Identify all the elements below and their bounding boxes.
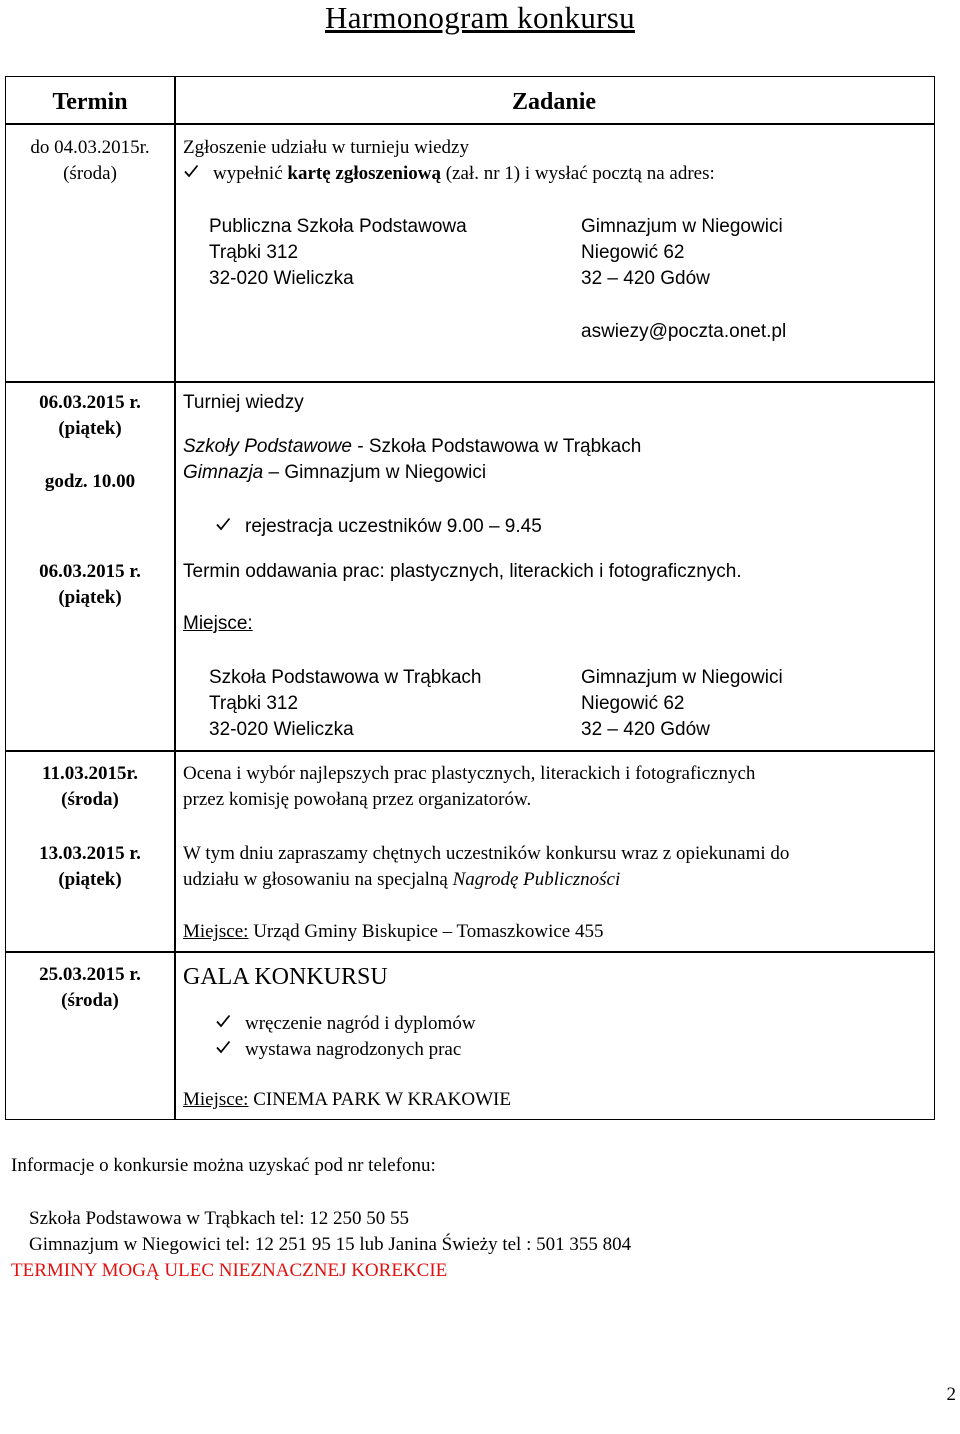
row1-addr-left-3: 32-020 Wieliczka bbox=[209, 268, 354, 289]
row2-line-sp bbox=[183, 434, 641, 460]
row1-email: aswiezy@poczta.onet.pl bbox=[581, 321, 787, 342]
row3-addr-right-3: 32 – 420 Gdów bbox=[581, 719, 710, 740]
row5-check2 bbox=[215, 1037, 461, 1063]
checkmark-icon bbox=[215, 514, 245, 540]
row5-day: (środa) bbox=[61, 990, 119, 1011]
row2-gim-label: Gimnazja bbox=[183, 462, 264, 483]
row4-place-label: Miejsce: bbox=[183, 921, 249, 942]
row3-place-label: Miejsce: bbox=[183, 613, 253, 634]
checkmark-icon bbox=[215, 1011, 245, 1037]
row3-date: 06.03.2015 r. bbox=[39, 561, 141, 582]
row4-date2: 13.03.2015 r. bbox=[39, 843, 141, 864]
row2-date: 06.03.2015 r. bbox=[39, 392, 141, 413]
row1-line1: Zgłoszenie udziału w turnieju wiedzy bbox=[183, 137, 469, 158]
row2-sp-label: Szkoły Podstawowe bbox=[183, 436, 352, 457]
row3-addr-right-2: Niegowić 62 bbox=[581, 693, 685, 714]
checkmark-icon bbox=[183, 161, 213, 187]
row4-p2-pre: udziału w głosowaniu na specjalną bbox=[183, 869, 453, 890]
row4-p1-line2: przez komisję powołaną przez organizatorów. bbox=[183, 789, 532, 810]
row4-p2-line2 bbox=[183, 867, 620, 893]
row3-addr-left-2: Trąbki 312 bbox=[209, 693, 299, 714]
row5-gala: GALA KONKURSU bbox=[183, 964, 388, 990]
footer-contact2: Gimnazjum w Niegowici tel: 12 251 95 15 lub Janina Świeży tel : 501 355 804 bbox=[29, 1234, 632, 1255]
footer-contact1: Szkoła Podstawowa w Trąbkach tel: 12 250 50 55 bbox=[29, 1208, 409, 1229]
row2-title: Turniej wiedzy bbox=[183, 392, 304, 413]
row-divider bbox=[6, 951, 934, 953]
row3-day: (piątek) bbox=[58, 587, 122, 608]
row1-addr-left-1: Publiczna Szkoła Podstawowa bbox=[209, 216, 467, 237]
checkmark-icon bbox=[215, 1037, 245, 1063]
row1-addr-right-2: Niegowić 62 bbox=[581, 242, 685, 263]
row4-day1: (środa) bbox=[61, 789, 119, 810]
footer-info: Informacje o konkursie można uzyskać pod nr telefonu: bbox=[11, 1155, 436, 1176]
row1-addr-right-1: Gimnazjum w Niegowici bbox=[581, 216, 783, 237]
row4-day2: (piątek) bbox=[58, 869, 122, 890]
row2-check-item bbox=[215, 514, 542, 540]
row5-check1 bbox=[215, 1011, 476, 1037]
row5-place-label: Miejsce: bbox=[183, 1089, 249, 1110]
footer-notice: TERMINY MOGĄ ULEC NIEZNACZNEJ KOREKCIE bbox=[11, 1260, 448, 1281]
row4-date1: 11.03.2015r. bbox=[42, 763, 138, 784]
row1-addr-right-3: 32 – 420 Gdów bbox=[581, 268, 710, 289]
row2-check-text: rejestracja uczestników 9.00 – 9.45 bbox=[245, 516, 542, 537]
row4-p2-ital: Nagrodę Publiczności bbox=[452, 869, 621, 890]
row5-place bbox=[183, 1087, 511, 1113]
header-termin: Termin bbox=[52, 89, 128, 115]
row1-date: do 04.03.2015r. bbox=[30, 137, 150, 158]
row3-addr-left-1: Szkoła Podstawowa w Trąbkach bbox=[209, 667, 482, 688]
row4-p1-line1: Ocena i wybór najlepszych prac plastycznych, literackich i fotograficznych bbox=[183, 763, 756, 784]
header-zadanie: Zadanie bbox=[511, 89, 597, 115]
row5-check1-text: wręczenie nagród i dyplomów bbox=[245, 1013, 476, 1034]
row2-gim-rest: – Gimnazjum w Niegowici bbox=[263, 462, 487, 483]
page-number: 2 bbox=[946, 1384, 956, 1405]
row4-p2-line1: W tym dniu zapraszamy chętnych uczestników konkursu wraz z opiekunami do bbox=[183, 843, 790, 864]
schedule-table bbox=[5, 76, 935, 1120]
row3-addr-right-1: Gimnazjum w Niegowici bbox=[581, 667, 783, 688]
row1-check-pre: wypełnić bbox=[213, 163, 288, 184]
row5-date: 25.03.2015 r. bbox=[39, 964, 141, 985]
row5-place-value: CINEMA PARK W KRAKOWIE bbox=[248, 1089, 511, 1110]
row-divider bbox=[6, 381, 934, 383]
column-divider bbox=[174, 77, 176, 1119]
page-title: Harmonogram konkursu bbox=[325, 0, 635, 35]
row4-place bbox=[183, 919, 603, 945]
row1-check-item bbox=[183, 161, 715, 187]
row2-sp-rest: - Szkoła Podstawowa w Trąbkach bbox=[351, 436, 642, 457]
row-divider bbox=[6, 123, 934, 125]
row2-day: (piątek) bbox=[58, 418, 122, 439]
row1-check-post: (zał. nr 1) i wysłać pocztą na adres: bbox=[440, 163, 715, 184]
row2-time: godz. 10.00 bbox=[44, 471, 136, 492]
row1-day: (środa) bbox=[63, 163, 117, 184]
row4-place-value: Urząd Gminy Biskupice – Tomaszkowice 455 bbox=[248, 921, 604, 942]
row-divider bbox=[6, 750, 934, 752]
row3-addr-left-3: 32-020 Wieliczka bbox=[209, 719, 354, 740]
row1-addr-left-2: Trąbki 312 bbox=[209, 242, 299, 263]
row1-check-bold: kartę zgłoszeniową bbox=[287, 163, 441, 184]
row2-line-gim bbox=[183, 460, 486, 486]
row3-line1: Termin oddawania prac: plastycznych, literackich i fotograficznych. bbox=[183, 561, 742, 582]
row5-check2-text: wystawa nagrodzonych prac bbox=[245, 1039, 462, 1060]
